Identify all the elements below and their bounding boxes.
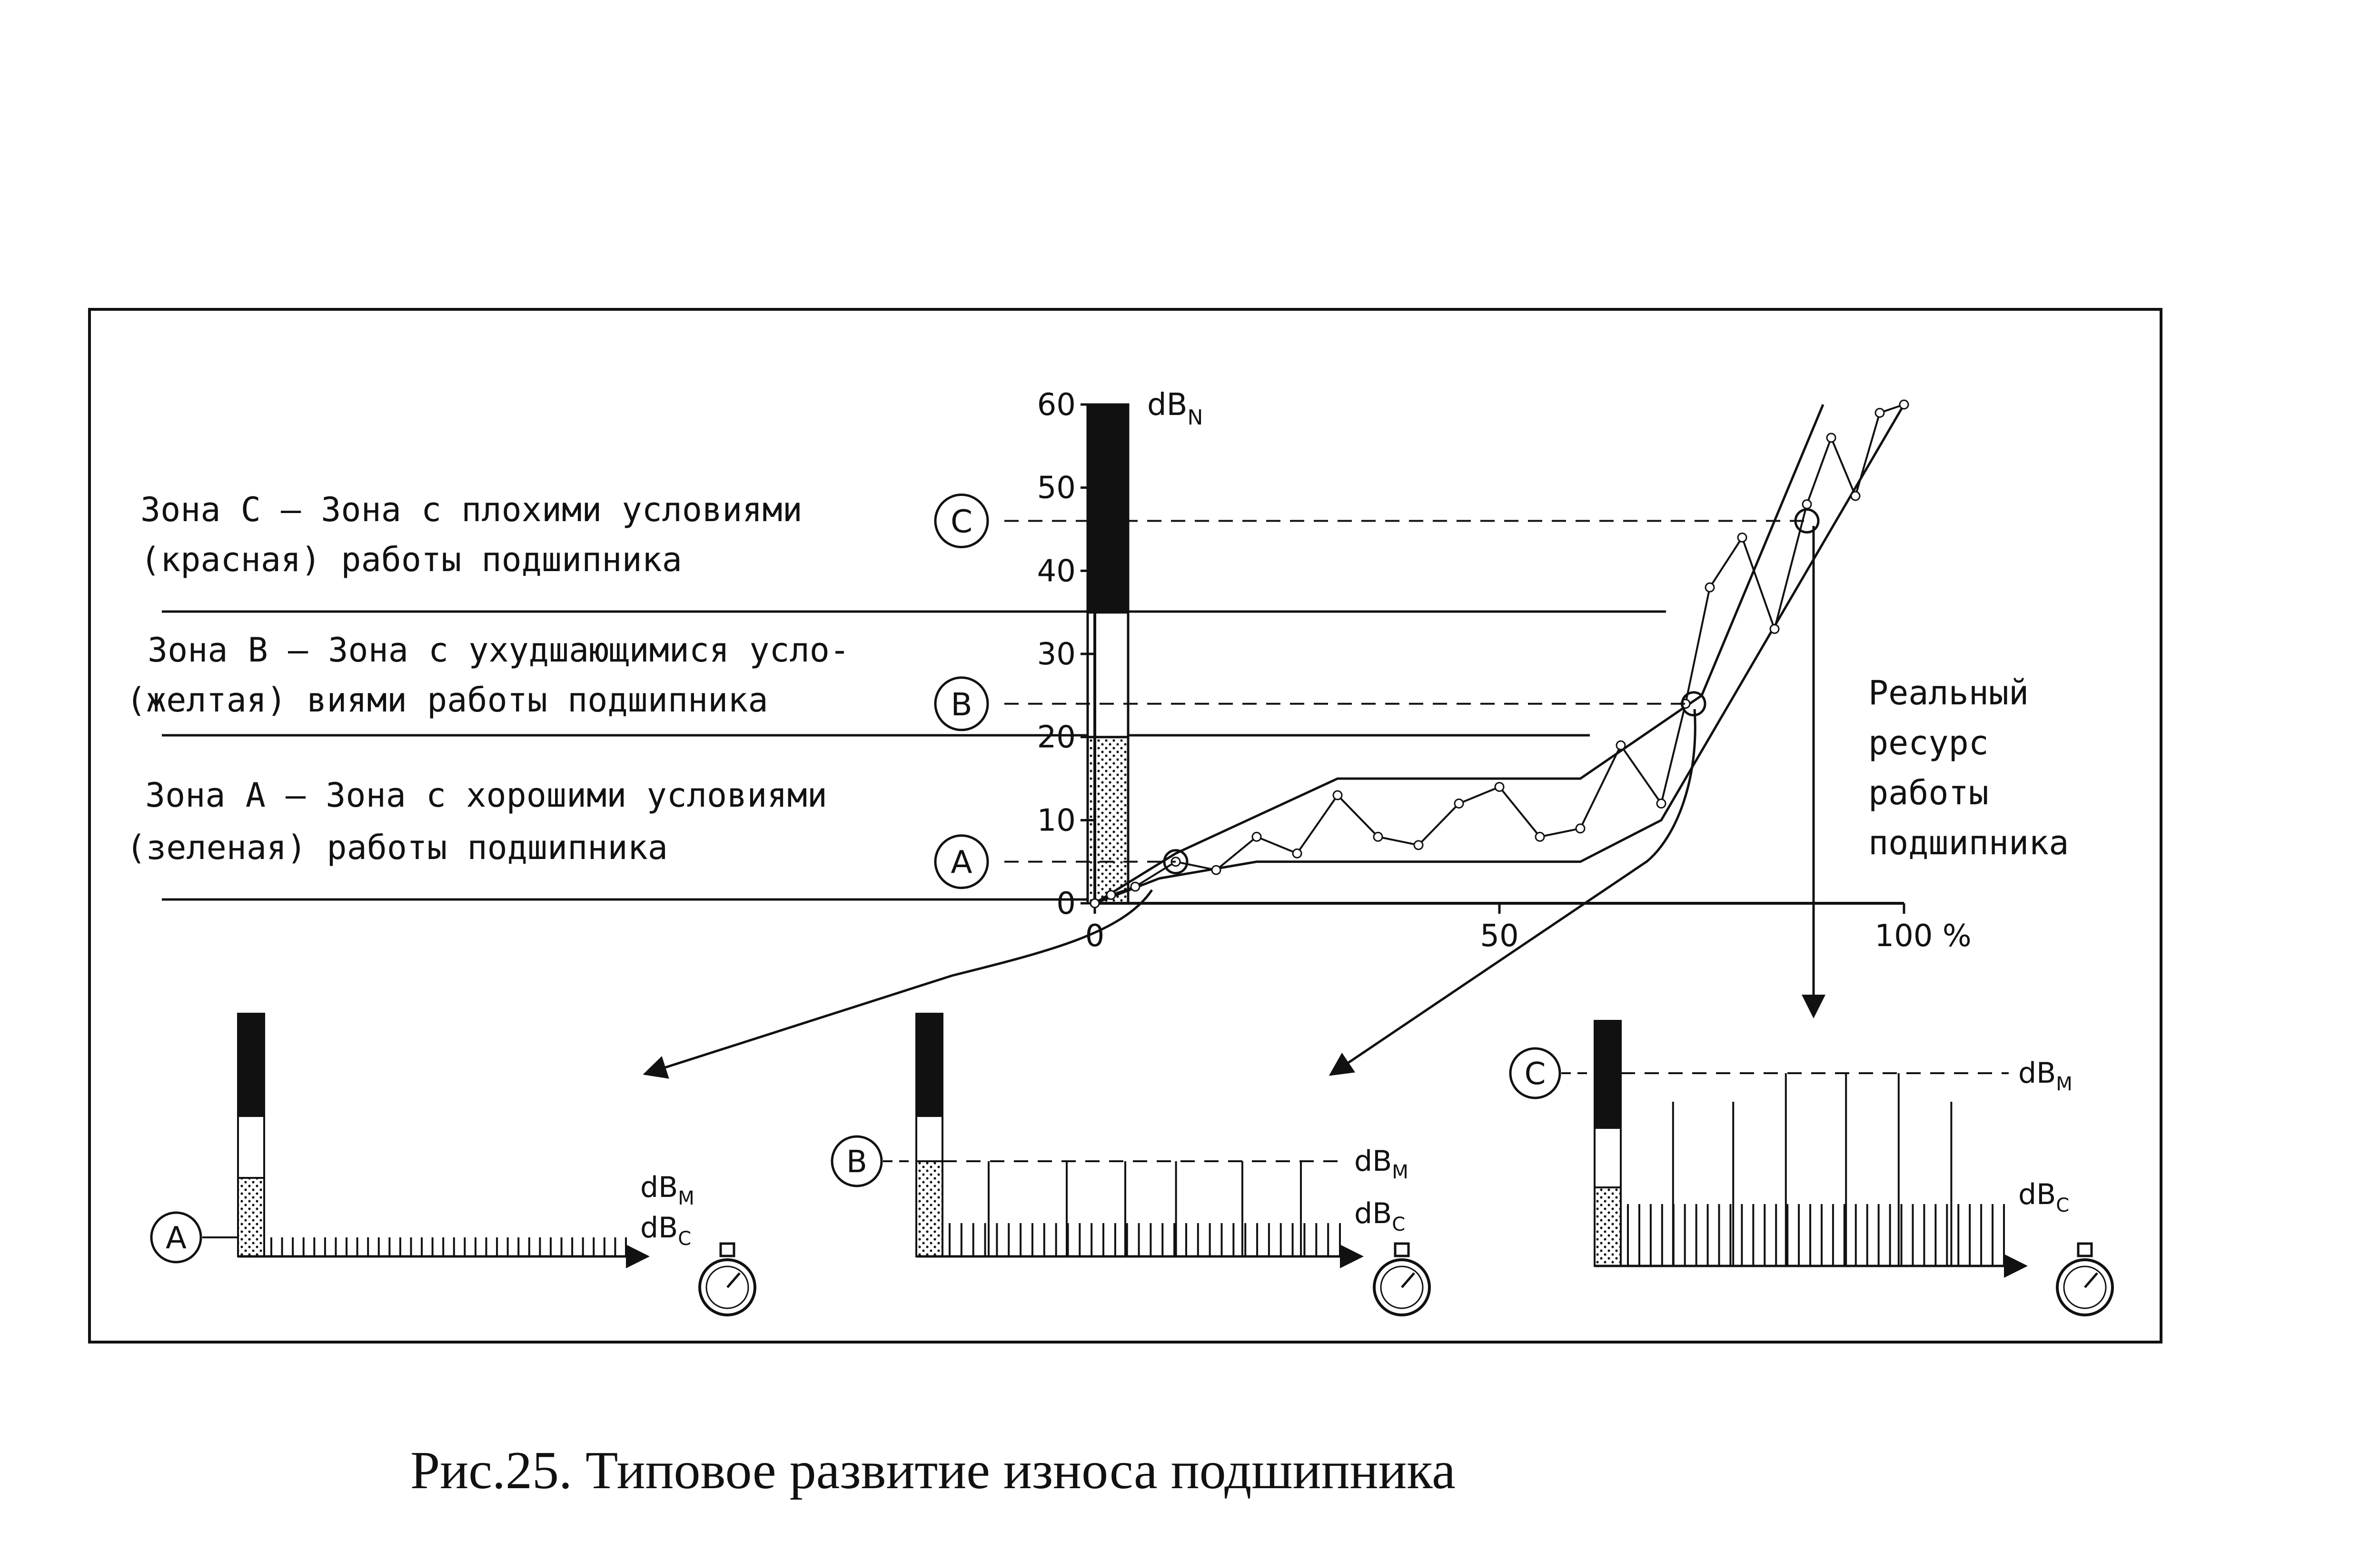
spectrum-level-band	[1595, 1128, 1621, 1187]
y-tick-label: 50	[1037, 470, 1076, 506]
stopwatch-button	[2078, 1244, 2092, 1256]
spectrum-label-dbc-sub: C	[678, 1228, 692, 1250]
zone-c-line1: Зона С – Зона с плохими условиями	[140, 490, 803, 529]
spectrum-level-band	[916, 1014, 942, 1116]
spectra-group	[151, 1014, 2112, 1315]
spectrum-label-dbc: $dB_C$	[640, 1211, 692, 1250]
spectrum-label-dbm-sub: M	[678, 1187, 694, 1209]
arrow-a-to-spectrum	[647, 890, 1152, 1073]
spectrum-a	[151, 1014, 755, 1315]
y-tick-label: 60	[1037, 387, 1076, 423]
spectrum-c	[1510, 1021, 2112, 1315]
spectrum-level-band	[916, 1161, 942, 1256]
y-tick-label: 30	[1037, 637, 1076, 672]
trend-point	[1616, 741, 1625, 750]
spectrum-label-letter: B	[846, 1145, 867, 1180]
trend-point	[1900, 400, 1908, 409]
spectrum-label-letter: C	[1524, 1057, 1546, 1092]
resource-label-line3: работы	[1868, 773, 1989, 812]
marker-label-c: C	[950, 503, 973, 540]
y-tick-label: 0	[1056, 886, 1076, 921]
trend-point	[1657, 799, 1666, 808]
spectrum-level-band	[238, 1116, 264, 1178]
trend-point	[1536, 832, 1544, 841]
zone-c-line2: (красная) работы подшипника	[140, 540, 682, 579]
trend-point	[1212, 866, 1220, 874]
stopwatch-icon	[2057, 1244, 2112, 1315]
spectrum-label-dbm: $dB_M$	[1354, 1145, 1408, 1183]
trend-point	[1738, 533, 1746, 542]
trend-point	[1576, 824, 1585, 833]
trend-point	[1091, 899, 1099, 908]
trend-point	[1455, 799, 1463, 808]
zone-b-line1: Зона В – Зона с ухудшающимися усло-	[148, 631, 850, 670]
trend-line	[1095, 405, 1904, 903]
resource-label-line2: ресурс	[1868, 723, 1989, 762]
spectrum-level-band	[1595, 1187, 1621, 1266]
resource-label-line4: подшипника	[1868, 823, 2069, 862]
marker-label-a: A	[951, 844, 972, 881]
trend-point	[1827, 434, 1835, 442]
x-tick-label: 100 %	[1874, 919, 1972, 954]
y-tick-label: 20	[1037, 720, 1076, 755]
trend-point	[1252, 832, 1261, 841]
marker-label-b: B	[951, 686, 972, 723]
trend-point	[1414, 841, 1423, 850]
zone-b-line2: (желтая) виями работы подшипника	[126, 681, 768, 720]
zone-a-line1: Зона А – Зона с хорошими условиями	[145, 776, 827, 815]
main-chart	[935, 387, 1972, 954]
spectrum-label-dbm: $dB_M$	[2018, 1057, 2073, 1095]
x-tick-label: 50	[1480, 919, 1519, 954]
figure-caption: Рис.25. Типовое развитие износа подшипника	[410, 1441, 1456, 1500]
trend-point	[1770, 625, 1779, 633]
spectrum-label-dbc-sub: C	[1392, 1214, 1406, 1235]
spectrum-level-band	[1595, 1021, 1621, 1128]
stopwatch-button	[1395, 1244, 1408, 1256]
trend-point	[1495, 782, 1504, 791]
y-unit-subscript: N	[1187, 405, 1203, 430]
spectrum-label-dbc: $dB_C$	[2018, 1178, 2070, 1216]
spectrum-label-letter: A	[166, 1221, 187, 1256]
trend-point	[1875, 408, 1884, 417]
envelope-upper	[1095, 405, 1823, 903]
spectrum-level-band	[916, 1116, 942, 1161]
trend-point	[1131, 882, 1140, 891]
trend-point	[1706, 583, 1714, 592]
trend-point	[1803, 500, 1811, 509]
resource-label-line1: Реальный	[1868, 673, 2029, 712]
zone-a-line2: (зеленая) работы подшипника	[126, 828, 668, 867]
stopwatch-icon	[700, 1244, 755, 1315]
trend-point	[1851, 492, 1860, 500]
stopwatch-button	[721, 1244, 734, 1256]
y-tick-label: 10	[1037, 803, 1076, 839]
x-tick-label: 0	[1085, 919, 1105, 954]
spectrum-label-dbm-sub: M	[1392, 1161, 1408, 1183]
spectrum-b	[832, 1014, 1429, 1315]
spectrum-label-dbm-sub: M	[2056, 1073, 2073, 1095]
spectrum-level-band	[238, 1014, 264, 1116]
y-tick-label: 40	[1037, 553, 1076, 589]
stopwatch-icon	[1374, 1244, 1429, 1315]
arrow-b-to-spectrum	[1333, 709, 1695, 1073]
spectrum-label-dbm: $dB_M$	[640, 1171, 694, 1209]
trend-point	[1333, 791, 1342, 800]
spectrum-label-dbc: $dB_C$	[1354, 1197, 1406, 1235]
trend-point	[1107, 891, 1115, 899]
y-unit-label: $dB_N$	[1147, 387, 1203, 430]
trend-point	[1374, 832, 1382, 841]
spectrum-label-dbc-sub: C	[2056, 1195, 2070, 1216]
spectrum-level-band	[238, 1178, 264, 1256]
envelope-lower	[1095, 405, 1904, 903]
trend-point	[1293, 849, 1301, 858]
